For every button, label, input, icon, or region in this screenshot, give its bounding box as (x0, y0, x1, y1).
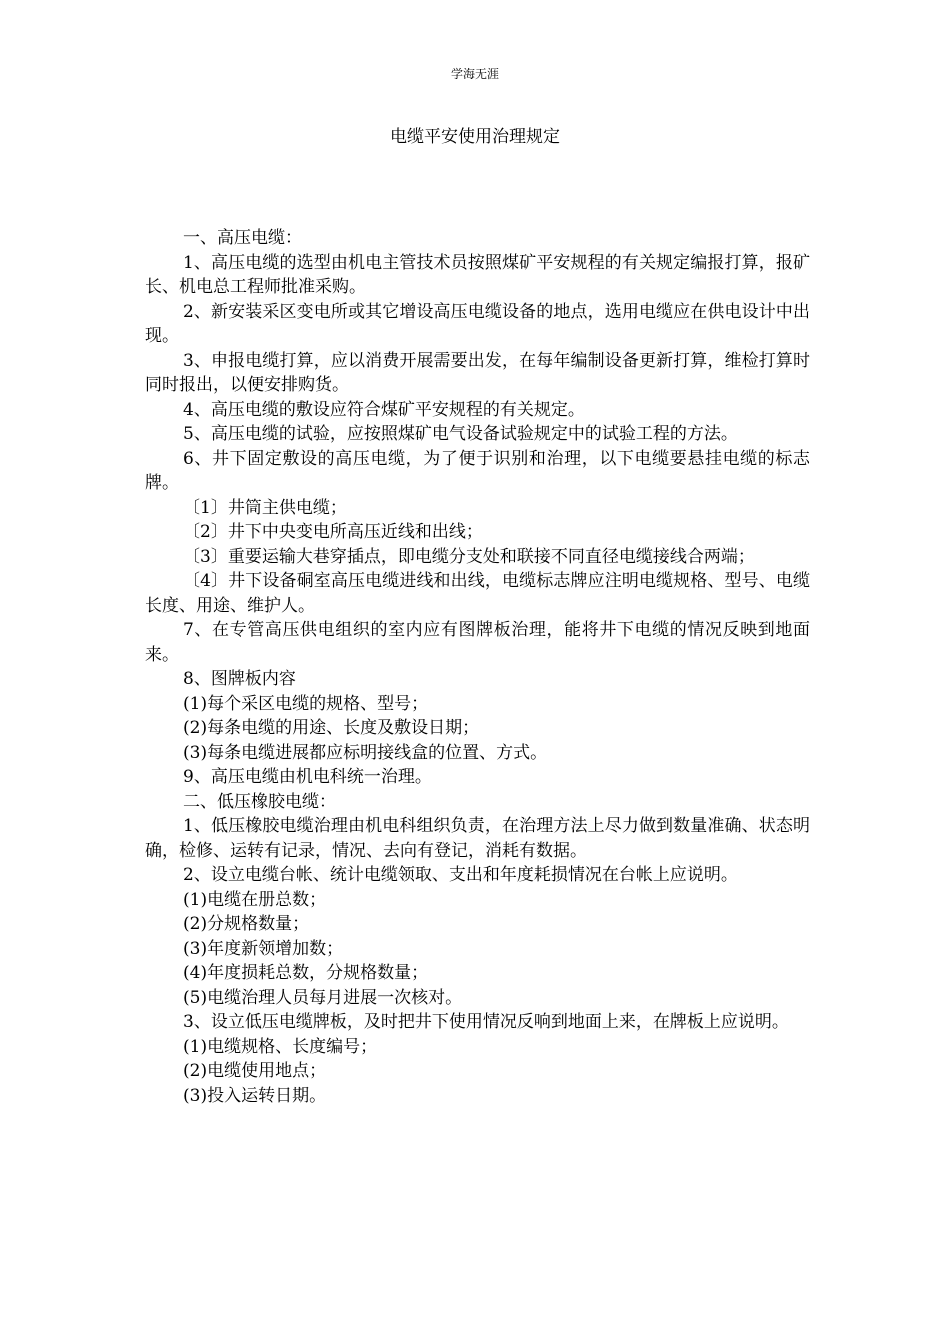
section-heading: 二、低压橡胶电缆： (183, 791, 336, 812)
list-item: (5)电缆治理人员每月进展一次核对。 (183, 987, 463, 1008)
list-item: (2)每条电缆的用途、长度及敷设日期； (183, 718, 480, 738)
paragraph: 8、图牌板内容 (183, 669, 296, 689)
list-item: 〔4〕井下设备硐室高压电缆进线和出线，电缆标志牌应注明电缆规格、型号、电缆长度、用途、维护人。 (145, 571, 810, 616)
paragraph: 5、高压电缆的试验，应按照煤矿电气设备试验规定中的试验工程的方法。 (183, 424, 738, 444)
list-item: (4)年度损耗总数，分规格数量； (183, 963, 429, 983)
list-item: 〔1〕井筒主供电缆； (183, 497, 347, 518)
paragraph: 1、高压电缆的选型由机电主管技术员按照煤矿平安规程的有关规定编报打算，报矿长、机电总工程师批准采购。 (145, 252, 810, 297)
document-title: 电缆平安使用治理规定 (390, 127, 560, 147)
list-item: 〔2〕井下中央变电所高压近线和出线； (183, 522, 483, 542)
paragraph: 4、高压电缆的敷设应符合煤矿平安规程的有关规定。 (183, 399, 585, 420)
paragraph: 9、高压电缆由机电科统一治理。 (183, 767, 432, 787)
paragraph: 3、申报电缆打算，应以消费开展需要出发，在每年编制设备更新打算，维检打算时同时报出，以便安排购货。 (145, 350, 810, 395)
list-item: (1)电缆在册总数； (183, 889, 327, 910)
list-item: (2)电缆使用地点； (183, 1061, 327, 1081)
section-heading: 一、高压电缆： (183, 228, 302, 248)
paragraph: 2、设立电缆台帐、统计电缆领取、支出和年度耗损情况在台帐上应说明。 (183, 865, 738, 885)
paragraph: 7、在专管高压供电组织的室内应有图牌板治理，能将井下电缆的情况反映到地面来。 (145, 620, 810, 665)
list-item: (3)年度新领增加数； (183, 938, 344, 959)
list-item: (1)电缆规格、长度编号； (183, 1036, 378, 1057)
document-body (145, 226, 810, 1108)
page-header: 学海无涯 (450, 67, 499, 81)
list-item: (2)分规格数量； (183, 914, 310, 934)
paragraph: 2、新安装采区变电所或其它增设高压电缆设备的地点，选用电缆应在供电设计中出现。 (145, 301, 810, 346)
list-item: (1)每个采区电缆的规格、型号； (183, 693, 429, 714)
list-item: (3)投入运转日期。 (183, 1085, 327, 1106)
list-item: 〔3〕重要运输大巷穿插点，即电缆分支处和联接不同直径电缆接线合两端； (183, 546, 755, 567)
paragraph: 6、井下固定敷设的高压电缆，为了便于识别和治理，以下电缆要悬挂电缆的标志牌。 (145, 448, 810, 493)
paragraph: 1、低压橡胶电缆治理由机电科组织负责，在治理方法上尽力做到数量准确、状态明确，检修、运转有记录，情况、去向有登记，消耗有数据。 (145, 816, 810, 861)
paragraph: 3、设立低压电缆牌板，及时把井下使用情况反响到地面上来，在牌板上应说明。 (183, 1012, 789, 1032)
list-item: (3)每条电缆进展都应标明接线盒的位置、方式。 (183, 742, 548, 763)
